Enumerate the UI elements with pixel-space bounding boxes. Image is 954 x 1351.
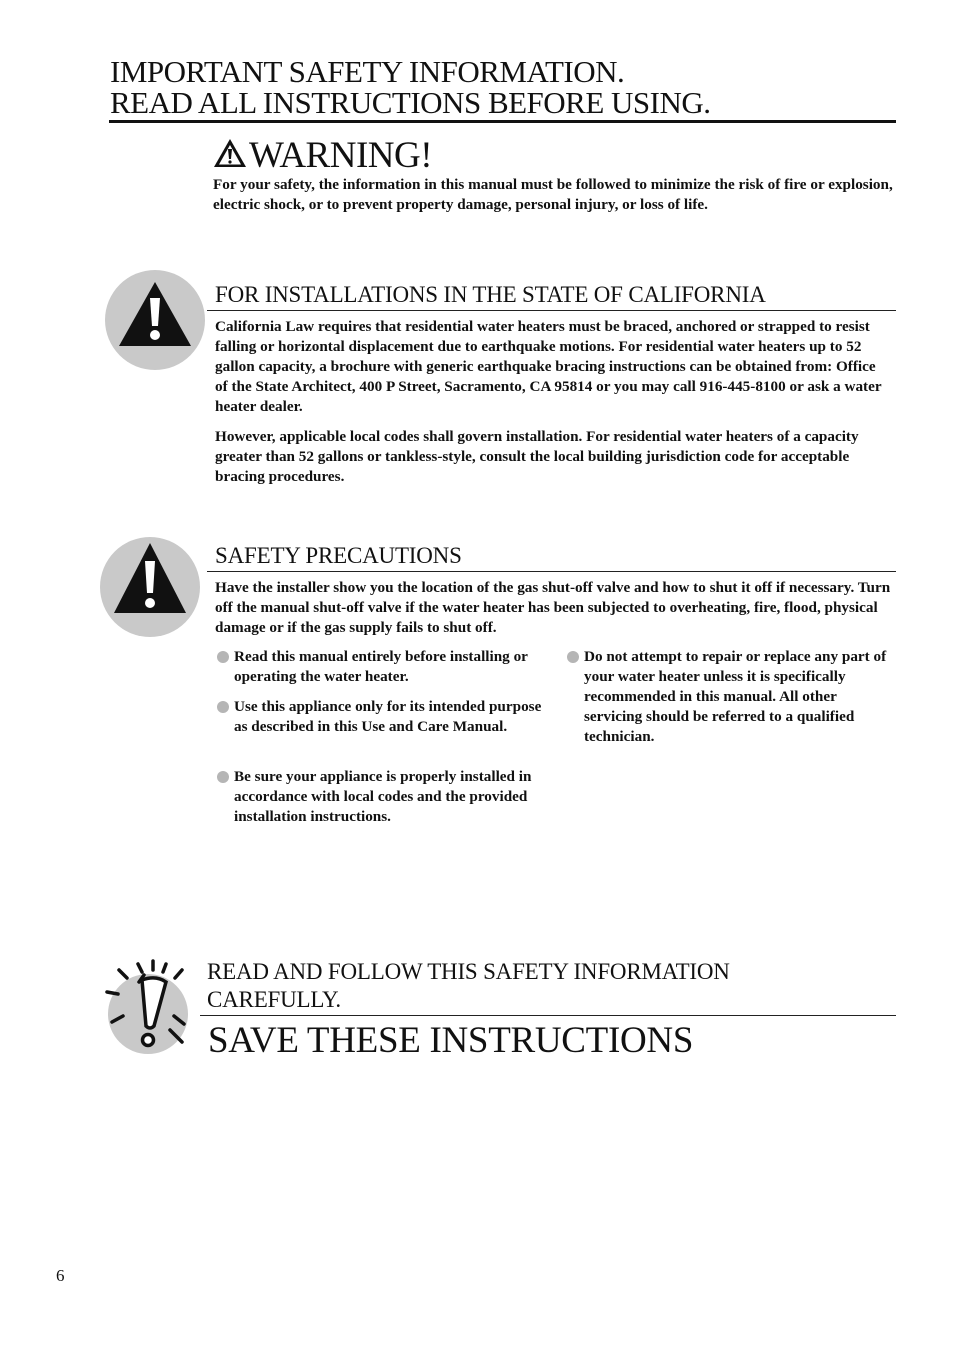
precautions-badge — [100, 537, 200, 637]
california-title: FOR INSTALLATIONS IN THE STATE OF CALIFORNIA — [215, 282, 766, 307]
list-item-text: Do not attempt to repair or replace any part of your water heater unless it is specifically recommended in this manual. All other servicing should be referred to a qualified technician. — [584, 648, 887, 745]
attention-badge — [104, 958, 190, 1054]
exclamation-icon — [105, 270, 205, 370]
page-number: 6 — [56, 1266, 65, 1285]
california-rule — [207, 310, 896, 311]
precautions-rule — [207, 571, 896, 572]
warning-triangle-icon — [213, 138, 247, 168]
california-paragraph-2: However, applicable local codes shall govern installation. For residential water heaters of a capacity greater than 52 gallons or tankless-style, consult the local building jurisdiction code for acceptable bracing procedures. — [215, 428, 859, 485]
follow-instructions-line-2: CAREFULLY. — [207, 987, 341, 1012]
follow-rule — [200, 1015, 896, 1016]
list-item — [216, 767, 544, 827]
bullet-icon — [217, 771, 229, 783]
save-instructions-title: SAVE THESE INSTRUCTIONS — [208, 1020, 694, 1061]
follow-instructions-line-1: READ AND FOLLOW THIS SAFETY INFORMATION — [207, 959, 730, 984]
list-item — [216, 647, 544, 687]
warning-body: For your safety, the information in this manual must be followed to minimize the risk of fire or explosion, electric shock, or to prevent property damage, personal injury, or loss of life. — [213, 176, 893, 213]
list-item — [216, 697, 544, 737]
header-rule — [109, 120, 896, 123]
california-paragraph-1: California Law requires that residential water heaters must be braced, anchored or strapped to resist falling or horizontal displacement due to earthquake motions. For residential water heaters up to 52 gallon capacity, a brochure with generic earthquake bracing instructions can be obtained from: Office of the State Architect, 400 P Street, Sacramento, CA 95814 or you may call 916-445-8100 or ask a water heater dealer. — [215, 318, 882, 415]
attention-icon — [104, 958, 190, 1054]
list-item — [566, 647, 898, 747]
page-title-line-2: READ ALL INSTRUCTIONS BEFORE USING. — [110, 85, 711, 120]
follow-instructions-title — [207, 958, 847, 1014]
bullet-icon — [217, 701, 229, 713]
california-badge — [105, 270, 205, 370]
warning-heading-text: WARNING! — [249, 135, 433, 176]
bullet-icon — [567, 651, 579, 663]
bullet-icon — [217, 651, 229, 663]
warning-heading — [213, 136, 432, 176]
precautions-title: SAFETY PRECAUTIONS — [215, 543, 462, 568]
exclamation-icon — [100, 537, 200, 637]
precautions-intro: Have the installer show you the location of the gas shut-off valve and how to shut it off if necessary. Turn off the manual shut-off valve if the water heater has been subjected to overheating, fire, flood, physical damage or if the gas supply fails to shut off. — [215, 579, 891, 636]
page-title-line-1: IMPORTANT SAFETY INFORMATION. — [110, 54, 625, 89]
list-item-text: Be sure your appliance is properly installed in accordance with local codes and the provided installation instructions. — [234, 768, 532, 825]
list-item-text: Read this manual entirely before installing or operating the water heater. — [234, 648, 528, 685]
list-item-text: Use this appliance only for its intended purpose as described in this Use and Care Manual. — [234, 698, 542, 735]
page-title — [110, 56, 900, 118]
